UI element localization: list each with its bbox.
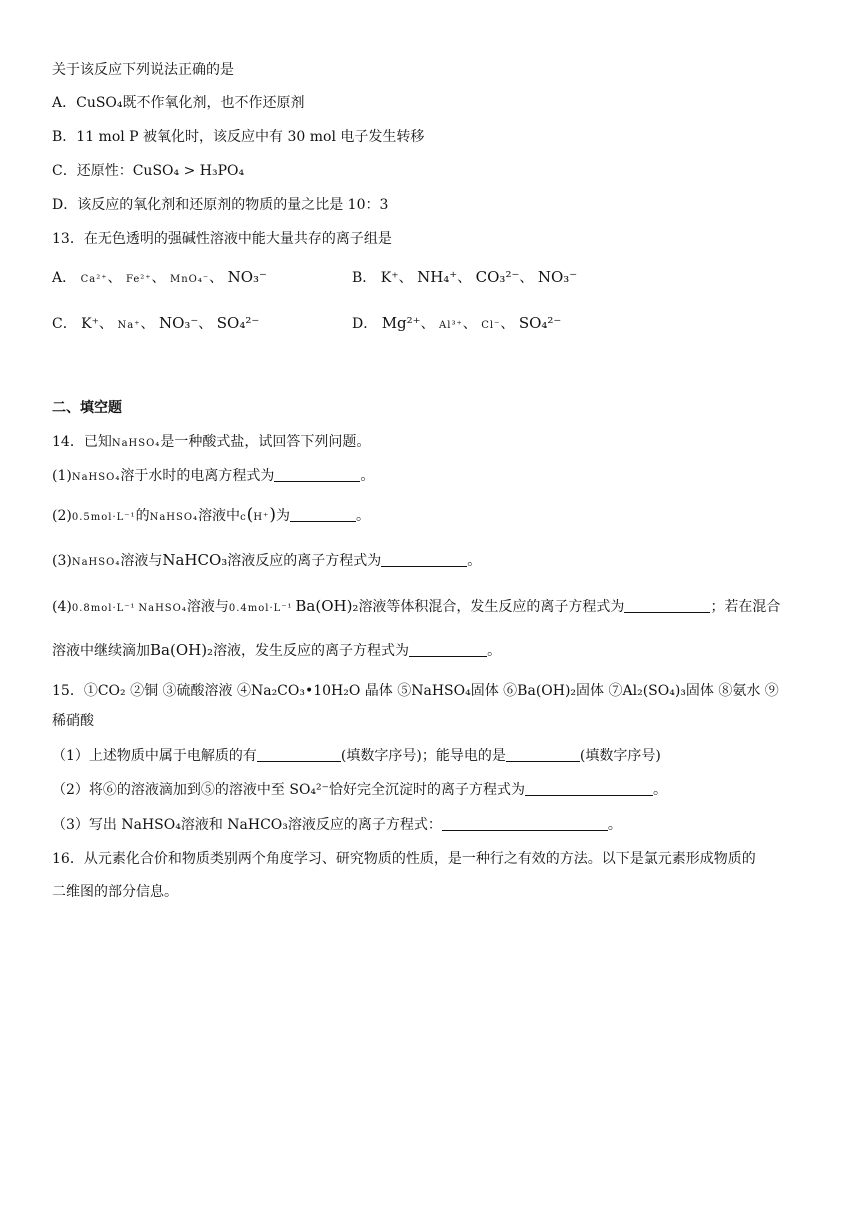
q14-part3 <box>52 550 481 573</box>
part-number: (4) <box>52 599 72 615</box>
q14-stem-post: 是一种酸式盐，试回答下列问题。 <box>160 434 371 450</box>
ion: Fe²⁺ <box>125 274 152 285</box>
formula-nahso4: NaHSO₄ <box>111 438 161 449</box>
part-text: 的 <box>135 508 150 524</box>
ion: CO₃²⁻ <box>475 268 520 286</box>
q13-option-a <box>52 267 267 290</box>
separator: 、 <box>420 316 435 332</box>
part-text: 溶于水时的电离方程式为 <box>120 468 275 484</box>
ion: NO₃⁻ <box>537 268 578 286</box>
part-text: 溶液反应的离子方程式为 <box>227 553 382 569</box>
answer-blank[interactable] <box>409 642 487 657</box>
q14-part1 <box>52 466 374 488</box>
ion: NO₃⁻ <box>158 314 199 332</box>
part-text: （2）将⑥的溶液滴加到⑤的溶液中至 SO₄²⁻恰好完全沉淀时的离子方程式为 <box>52 782 526 798</box>
paren: ( <box>246 505 254 525</box>
ion: K⁺ <box>81 316 100 332</box>
ion: K⁺ <box>380 270 399 286</box>
concentration: 0.4mol·L⁻¹ <box>228 603 293 614</box>
period: 。 <box>360 468 375 484</box>
q12-option-c: C．还原性：CuSO₄ > H₃PO₄ <box>52 163 245 179</box>
separator: 、 <box>500 316 515 332</box>
ion: Cl⁻ <box>481 320 501 331</box>
q14-part4 <box>52 596 780 619</box>
option-label: A． <box>52 270 77 286</box>
part-number: (1) <box>52 468 72 484</box>
part-text: 为 <box>275 508 290 524</box>
q14-part4-line2 <box>52 640 501 661</box>
ion: MnO₄⁻ <box>170 274 210 285</box>
part-number: (2) <box>52 508 72 524</box>
part-text: (填数字序号) <box>579 748 661 764</box>
option-label: B． <box>352 270 377 286</box>
separator: 、 <box>462 316 477 332</box>
c-symbol: c <box>240 512 247 523</box>
period: 。 <box>653 782 668 798</box>
separator: 、 <box>519 270 534 286</box>
q16-stem-line2: 二维图的部分信息。 <box>52 884 178 900</box>
ion: Na⁺ <box>117 320 141 331</box>
formula-baoh2: Ba(OH)₂ <box>150 641 214 659</box>
q12-option-b: B．11 mol P 被氧化时，该反应中有 30 mol 电子发生转移 <box>52 129 425 145</box>
part-text: 溶液中继续滴加 <box>52 643 150 659</box>
q14-stem-pre: 14．已知 <box>52 434 112 450</box>
q13-option-b <box>352 267 577 288</box>
part-text: (填数字序号)；能导电的是 <box>340 748 506 764</box>
period: 。 <box>355 508 370 524</box>
period: 。 <box>467 553 482 569</box>
answer-blank[interactable] <box>506 747 580 762</box>
part-text: （1）上述物质中属于电解质的有 <box>52 748 257 764</box>
period: 。 <box>487 643 502 659</box>
section-heading: 二、填空题 <box>52 400 122 416</box>
q15-part1 <box>52 746 661 766</box>
ion: NO₃⁻ <box>227 268 267 286</box>
concentration: 0.5mol·L⁻¹ <box>71 512 136 523</box>
formula-baoh2: Ba(OH)₂ <box>295 597 359 615</box>
separator: 、 <box>398 270 413 286</box>
concentration: 0.8mol·L⁻¹ <box>71 603 136 614</box>
ion: SO₄²⁻ <box>216 314 260 332</box>
part-text: ；若在混合 <box>710 599 781 615</box>
formula-nahso4: NaHSO₄ <box>149 512 199 523</box>
q14-stem <box>52 432 370 454</box>
formula-nahco3: NaHCO₃ <box>162 551 228 569</box>
q16-stem: 16．从元素化合价和物质类别两个角度学习、研究物质的性质，是一种行之有效的方法。以下是氯元素形成物质的 <box>52 851 756 867</box>
q14-part2 <box>52 505 370 528</box>
answer-blank[interactable] <box>525 781 653 796</box>
separator: 、 <box>140 316 155 332</box>
option-label: C． <box>52 316 77 332</box>
answer-blank[interactable] <box>381 552 467 567</box>
separator: 、 <box>107 270 122 286</box>
part-text: （3）写出 NaHSO₄溶液和 NaHCO₃溶液反应的离子方程式： <box>52 817 442 833</box>
q15-part2 <box>52 780 667 800</box>
separator: 、 <box>198 316 213 332</box>
part-text: 溶液与 <box>186 599 229 615</box>
q12-option-d: D．该反应的氧化剂和还原剂的物质的量之比是 10：3 <box>52 197 389 213</box>
formula-nahso4: NaHSO₄ <box>71 472 121 483</box>
answer-blank[interactable] <box>274 467 360 482</box>
ion: Al³⁺ <box>439 320 463 331</box>
ion: SO₄²⁻ <box>518 314 562 332</box>
ion: NH₄⁺ <box>417 268 458 286</box>
formula-nahso4: NaHSO₄ <box>138 603 187 614</box>
q13-stem: 13．在无色透明的强碱性溶液中能大量共存的离子组是 <box>52 231 392 247</box>
separator: 、 <box>99 316 114 332</box>
q15-stem: 15．①CO₂ ②铜 ③硫酸溶液 ④Na₂CO₃•10H₂O 晶体 ⑤NaHSO₄固体 ⑥Ba(OH)₂固体 ⑦Al₂(SO₄)₃固体 ⑧氨水 ⑨ <box>52 683 779 699</box>
answer-blank[interactable] <box>257 747 341 762</box>
q13-option-c <box>52 313 259 336</box>
q15-stem-line2: 稀硝酸 <box>52 713 94 729</box>
part-text: 溶液与 <box>120 553 163 569</box>
answer-blank[interactable] <box>442 816 608 831</box>
q15-part3 <box>52 815 622 835</box>
separator: 、 <box>151 270 166 286</box>
paren: ) <box>269 505 276 525</box>
part-number: (3) <box>52 553 72 569</box>
q13-option-d <box>352 313 561 336</box>
part-text: 溶液等体积混合，发生反应的离子方程式为 <box>358 599 625 615</box>
option-label: D． <box>352 316 378 332</box>
answer-blank[interactable] <box>624 598 710 613</box>
ion: Ca²⁺ <box>80 274 108 285</box>
formula-nahso4: NaHSO₄ <box>71 557 121 568</box>
answer-blank[interactable] <box>290 507 356 522</box>
separator: 、 <box>209 270 224 286</box>
h-ion: H⁺ <box>253 512 270 523</box>
separator: 、 <box>457 270 472 286</box>
q12-option-a: A．CuSO₄既不作氧化剂，也不作还原剂 <box>52 95 305 111</box>
part-text: 溶液，发生反应的离子方程式为 <box>213 643 410 659</box>
part-text: 溶液中 <box>198 508 241 524</box>
q12-intro: 关于该反应下列说法正确的是 <box>52 62 234 78</box>
ion: Mg²⁺ <box>381 314 421 332</box>
period: 。 <box>607 817 622 833</box>
